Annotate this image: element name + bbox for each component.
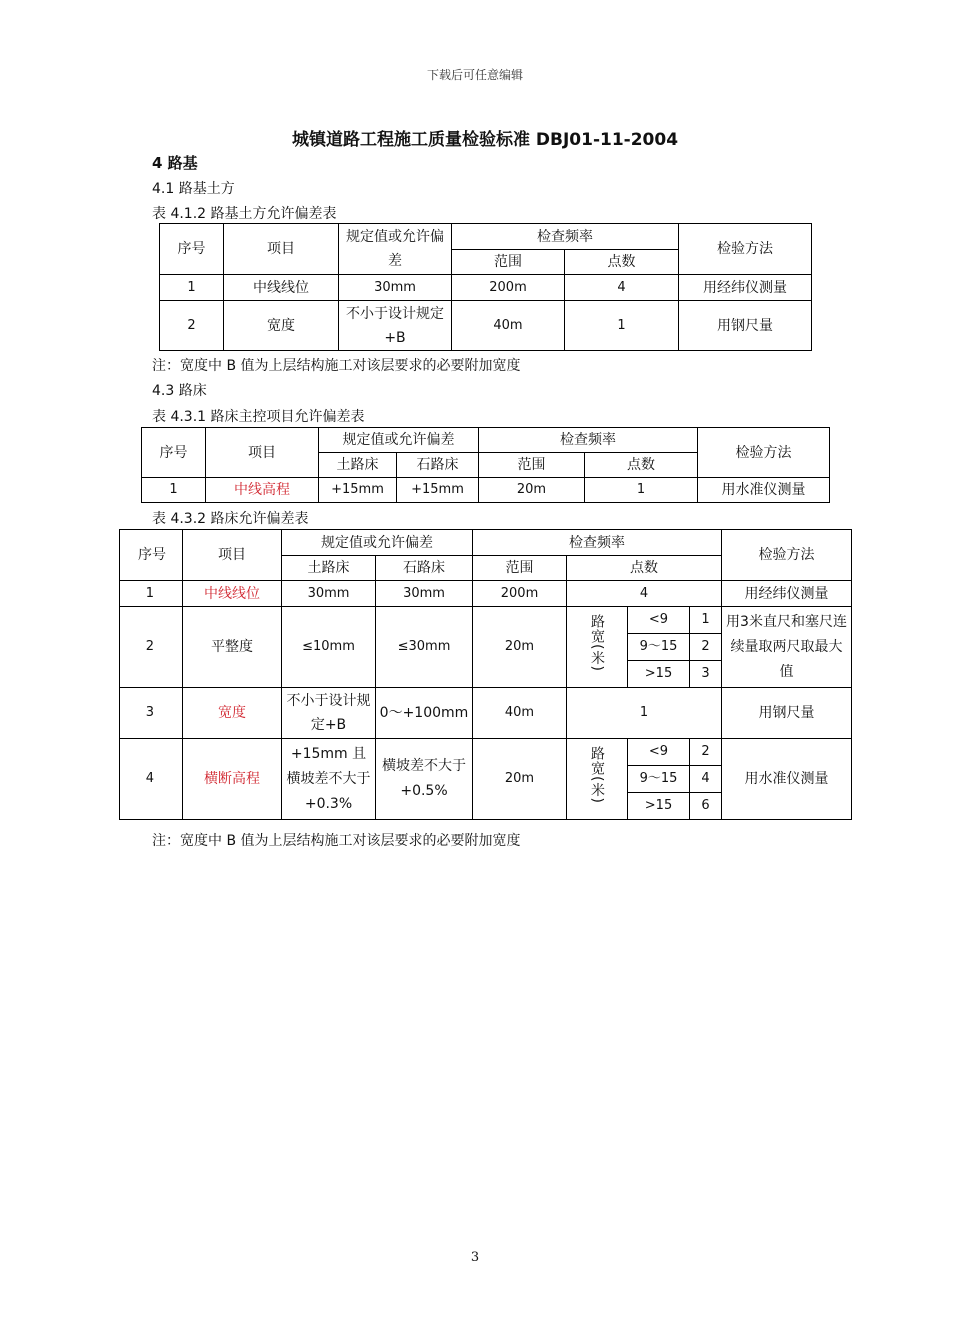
cell-method: 用3米直尺和塞尺连续量取两尺取最大值 — [722, 607, 852, 688]
cell-points: 4 — [567, 581, 722, 607]
cell-soil: +15mm 且横坡差不大于+0.3% — [282, 739, 376, 820]
header-points: 点数 — [565, 250, 679, 275]
cell-no: 2 — [120, 607, 183, 688]
section-heading-4-1: 4.1 路基土方 — [152, 181, 235, 197]
cell-item: 中线高程 — [206, 478, 319, 503]
header-points: 点数 — [585, 453, 698, 478]
table-row — [120, 581, 852, 607]
header-soil-subbase: 土路床 — [282, 556, 376, 581]
header-frequency: 检查频率 — [479, 428, 698, 453]
cell-points: 6 — [690, 793, 722, 820]
cell-points: 4 — [565, 275, 679, 301]
cell-road-width — [567, 607, 628, 688]
header-range: 范围 — [473, 556, 567, 581]
cell-method: 用钢尺量 — [679, 301, 812, 351]
cell-no: 1 — [142, 478, 206, 503]
header-range: 范围 — [479, 453, 585, 478]
header-note: 下载后可任意编辑 — [426, 68, 523, 82]
cell-soil: ≤10mm — [282, 607, 376, 688]
header-no: 序号 — [160, 224, 224, 275]
page-number: 3 — [470, 1250, 480, 1265]
header-method: 检验方法 — [679, 224, 812, 275]
header-no: 序号 — [142, 428, 206, 478]
header-no: 序号 — [120, 530, 183, 581]
cell-item: 中线线位 — [183, 581, 282, 607]
header-points: 点数 — [567, 556, 722, 581]
cell-range: 200m — [473, 581, 567, 607]
cell-width-range: >15 — [628, 793, 690, 820]
road-width-label: 路宽(米) — [589, 614, 605, 672]
cell-range: 40m — [473, 688, 567, 739]
table3-viewport — [138, 529, 863, 829]
section-heading-4-3: 4.3 路床 — [152, 383, 207, 399]
table-row — [142, 478, 830, 503]
cell-range: 40m — [452, 301, 565, 351]
cell-stone: ≤30mm — [376, 607, 473, 688]
cell-stone: 0～+100mm — [376, 688, 473, 739]
cell-no: 2 — [160, 301, 224, 351]
header-method: 检验方法 — [722, 530, 852, 581]
header-frequency: 检查频率 — [452, 224, 679, 250]
header-item: 项目 — [224, 224, 339, 275]
cell-item: 中线线位 — [224, 275, 339, 301]
cell-points: 2 — [690, 739, 722, 766]
table-row — [120, 688, 852, 739]
header-method: 检验方法 — [698, 428, 830, 478]
cell-width-range: 9～15 — [628, 766, 690, 793]
table-subbase-tolerance — [119, 529, 852, 820]
cell-no: 4 — [120, 739, 183, 820]
cell-method: 用水准仪测量 — [722, 739, 852, 820]
cell-spec: 30mm — [339, 275, 452, 301]
header-soil-subbase: 土路床 — [319, 453, 397, 478]
cell-method: 用水准仪测量 — [698, 478, 830, 503]
cell-width-range: <9 — [628, 739, 690, 766]
header-frequency: 检查频率 — [473, 530, 722, 556]
cell-points: 1 — [567, 688, 722, 739]
cell-stone: +15mm — [397, 478, 479, 503]
table2-caption: 表 4.3.1 路床主控项目允许偏差表 — [152, 409, 365, 425]
document-title: 城镇道路工程施工质量检验标准 DBJ01-11-2004 — [291, 130, 679, 150]
header-spec: 规定值或允许偏差 — [282, 530, 473, 556]
cell-points: 1 — [565, 301, 679, 351]
table-row — [160, 301, 812, 351]
table1-caption: 表 4.1.2 路基土方允许偏差表 — [152, 206, 337, 222]
cell-item: 宽度 — [183, 688, 282, 739]
cell-range: 200m — [452, 275, 565, 301]
cell-soil: 30mm — [282, 581, 376, 607]
table-row — [160, 275, 812, 301]
cell-spec: 不小于设计规定+B — [339, 301, 452, 351]
table-subbase-main-control — [141, 427, 830, 503]
cell-method: 用经纬仪测量 — [722, 581, 852, 607]
table1-note: 注：宽度中 B 值为上层结构施工对该层要求的必要附加宽度 — [152, 358, 521, 374]
table-row — [120, 607, 852, 634]
cell-width-range: 9～15 — [628, 634, 690, 661]
cell-points: 1 — [585, 478, 698, 503]
road-width-label: 路宽(米) — [589, 746, 605, 804]
table3-caption: 表 4.3.2 路床允许偏差表 — [152, 511, 309, 527]
header-stone-subbase: 石路床 — [397, 453, 479, 478]
table-subgrade-earthwork — [159, 223, 812, 351]
cell-stone: 30mm — [376, 581, 473, 607]
table-row — [120, 739, 852, 766]
section-heading-4: 4 路基 — [152, 154, 198, 172]
cell-points: 2 — [690, 634, 722, 661]
header-item: 项目 — [183, 530, 282, 581]
cell-width-range: <9 — [628, 607, 690, 634]
cell-no: 3 — [120, 688, 183, 739]
cell-points: 4 — [690, 766, 722, 793]
cell-points: 3 — [690, 661, 722, 688]
cell-no: 1 — [120, 581, 183, 607]
header-item: 项目 — [206, 428, 319, 478]
cell-stone: 横坡差不大于+0.5% — [376, 739, 473, 820]
cell-item: 横断高程 — [183, 739, 282, 820]
header-spec: 规定值或允许偏差 — [319, 428, 479, 453]
table3-note: 注：宽度中 B 值为上层结构施工对该层要求的必要附加宽度 — [152, 833, 521, 849]
cell-width-range: >15 — [628, 661, 690, 688]
cell-item: 宽度 — [224, 301, 339, 351]
cell-range: 20m — [473, 607, 567, 688]
cell-range: 20m — [479, 478, 585, 503]
cell-points: 1 — [690, 607, 722, 634]
cell-road-width — [567, 739, 628, 820]
cell-method: 用钢尺量 — [722, 688, 852, 739]
header-spec: 规定值或允许偏差 — [339, 224, 452, 275]
cell-soil: +15mm — [319, 478, 397, 503]
cell-item: 平整度 — [183, 607, 282, 688]
header-stone-subbase: 石路床 — [376, 556, 473, 581]
cell-method: 用经纬仪测量 — [679, 275, 812, 301]
header-range: 范围 — [452, 250, 565, 275]
cell-range: 20m — [473, 739, 567, 820]
cell-soil: 不小于设计规定+B — [282, 688, 376, 739]
cell-no: 1 — [160, 275, 224, 301]
